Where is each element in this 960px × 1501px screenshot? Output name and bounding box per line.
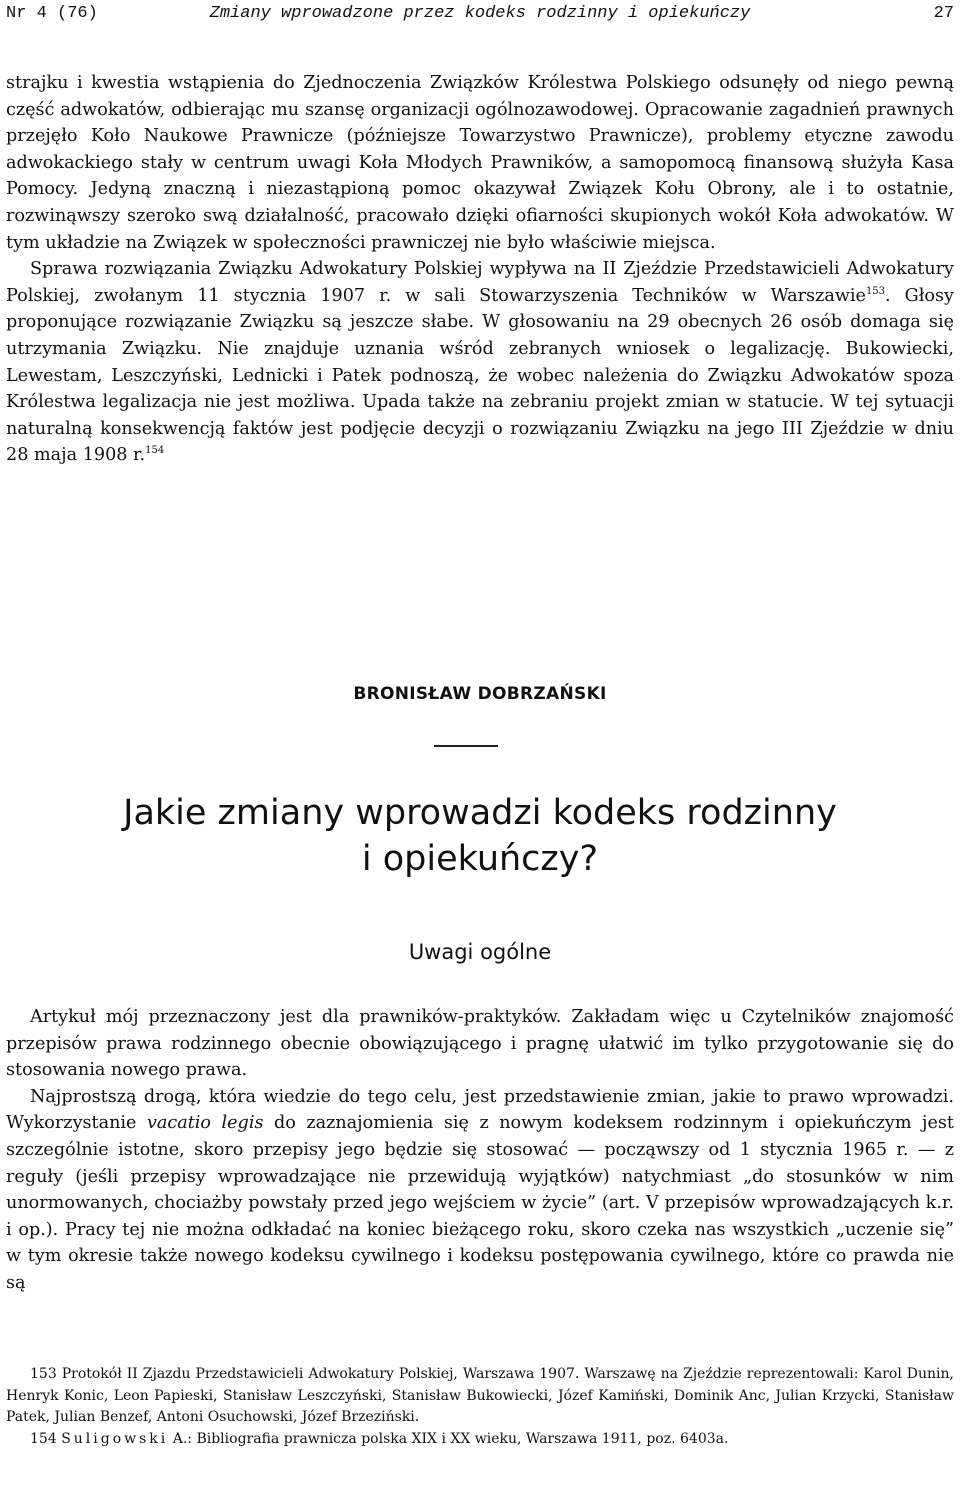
article-body: [6, 1004, 954, 1297]
author-name: BRONISŁAW DOBRZAŃSKI: [353, 684, 607, 704]
title-line: Jakie zmiany wprowadzi kodeks rodzinny: [123, 793, 837, 833]
footnote: [6, 1429, 954, 1451]
issue-number: Nr 4 (76): [6, 4, 98, 23]
paragraph-text: Sprawa rozwiązania Związku Adwokatury Polskiej wypływa na II Zjeździe Przedstawicieli Adwokatury Polskiej, zwołanym 11 stycznia 1907 r. w sali Stowarzyszenia Techników w Warszawie: [6, 259, 954, 306]
article-title: [6, 790, 954, 882]
divider: [434, 745, 498, 747]
footnote-ref: 153: [865, 285, 886, 297]
footnote-text: Protokół II Zjazdu Przedstawicieli Adwokatury Polskiej, Warszawa 1907. Warszawę na Zjeździe reprezentowali: Karol Dunin, Henryk Konic, Leon Papieski, Stanisław Leszczyński, Stanisław Bukowiecki, Józef Kamiński, Dominik Anc, Julian Krzycki, Stanisław Patek, Julian Benzef, Antoni Osuchowski, Józef Brzeziński.: [6, 1366, 954, 1426]
footnote-number: 153: [30, 1366, 57, 1382]
footnote-text: A.: Bibliografia prawnicza polska XIX i XX wieku, Warszawa 1911, poz. 6403a.: [168, 1430, 729, 1447]
paragraph-text: strajku i kwestia wstąpienia do Zjednoczenia Związków Królestwa Polskiego odsunęły od niego pewną część adwokatów, odbierając mu szansę organizacji ogólnozawodowej. Opracowanie zagadnień prawnych przejęło Koło Naukowe Prawnicze (późniejsze Towarzystwo Prawnicze), problemy etyczne zawodu adwokackiego stały w centrum uwagi Koła Młodych Prawników, a samopomocą finansową służyła Kasa Pomocy. Jedyną znaczną i niezastąpioną pomoc okazywał Związek Kołu Obrony, ale i to ostatnie, rozwinąwszy szeroko swą działalność, pracowało dzięki ofiarności skupionych wokół Koła adwokatów. W tym układzie na Związek w społeczności prawniczej nie było właściwie miejsca.: [6, 73, 954, 253]
paragraph-text: Najprostszą drogą, która wiedzie do tego celu, jest przedstawienie zmian, jakie to prawo wprowadzi. Wykorzystanie: [6, 1086, 954, 1134]
paragraph: [6, 256, 954, 469]
running-header: [6, 4, 954, 30]
paragraph: [6, 1084, 954, 1297]
footnotes: [6, 1364, 954, 1450]
latin-term: vacatio legis: [146, 1113, 264, 1134]
paragraph: Artykuł mój przeznaczony jest dla prawników-praktyków. Zakładam więc u Czytelników znajomość przepisów prawa rodzinnego obecnie obowiązującego i pragnę ułatwić im tylko przygotowanie się do stosowania nowego prawa.: [6, 1007, 954, 1081]
running-title: Zmiany wprowadzone przez kodeks rodzinny i opiekuńczy: [209, 4, 751, 23]
footnote-ref: 154: [145, 445, 165, 457]
section-heading: Uwagi ogólne: [408, 940, 552, 964]
paragraph-text: do zaznajomienia się z nowym kodeksem rodzinnym i opiekuńczym jest szczególnie istotne, skoro przepisy jego będzie się stosować — począwszy od 1 stycznia 1965 r. — z reguły (jeśli przepisy wprowadzające nie przewidują wyjątków) natychmiast „do stosunków w nim unormowanych, chociażby powstały przed jego wejściem w życie” (art. V przepisów wprowadzających k.r. i op.). Pracy tej nie można odkładać na koniec bieżącego roku, skoro czeka nas wszystkich „uczenie się” w tym okresie także nowego kodeksu cywilnego i kodeksu postępowania cywilnego, które co prawda nie są: [6, 1113, 954, 1293]
footnote-number: 154: [30, 1430, 57, 1447]
page-number: 27: [933, 4, 954, 23]
paragraph: [6, 70, 954, 256]
title-line: i opiekuńczy?: [361, 839, 599, 879]
footnote-author: Suligowski: [61, 1430, 169, 1447]
footnote: [6, 1364, 954, 1429]
article-continuation: [6, 70, 954, 469]
paragraph-text: . Głosy proponujące rozwiązanie Związku są jeszcze słabe. W głosowaniu na 29 obecnych 26 osób domaga się utrzymania Związku. Nie znajduje uznania wśród zebranych wniosek o legalizację. Bukowiecki, Lewestam, Leszczyński, Lednicki i Patek podnoszą, że wobec należenia do Związku Adwokatów spoza Królestwa legalizacja nie jest możliwa. Upada także na zebraniu projekt zmian w statucie. W tej sytuacji naturalną konsekwencją faktów jest podjęcie decyzji o rozwiązaniu Związku na jego III Zjeździe w dniu 28 maja 1908 r.: [6, 285, 954, 466]
